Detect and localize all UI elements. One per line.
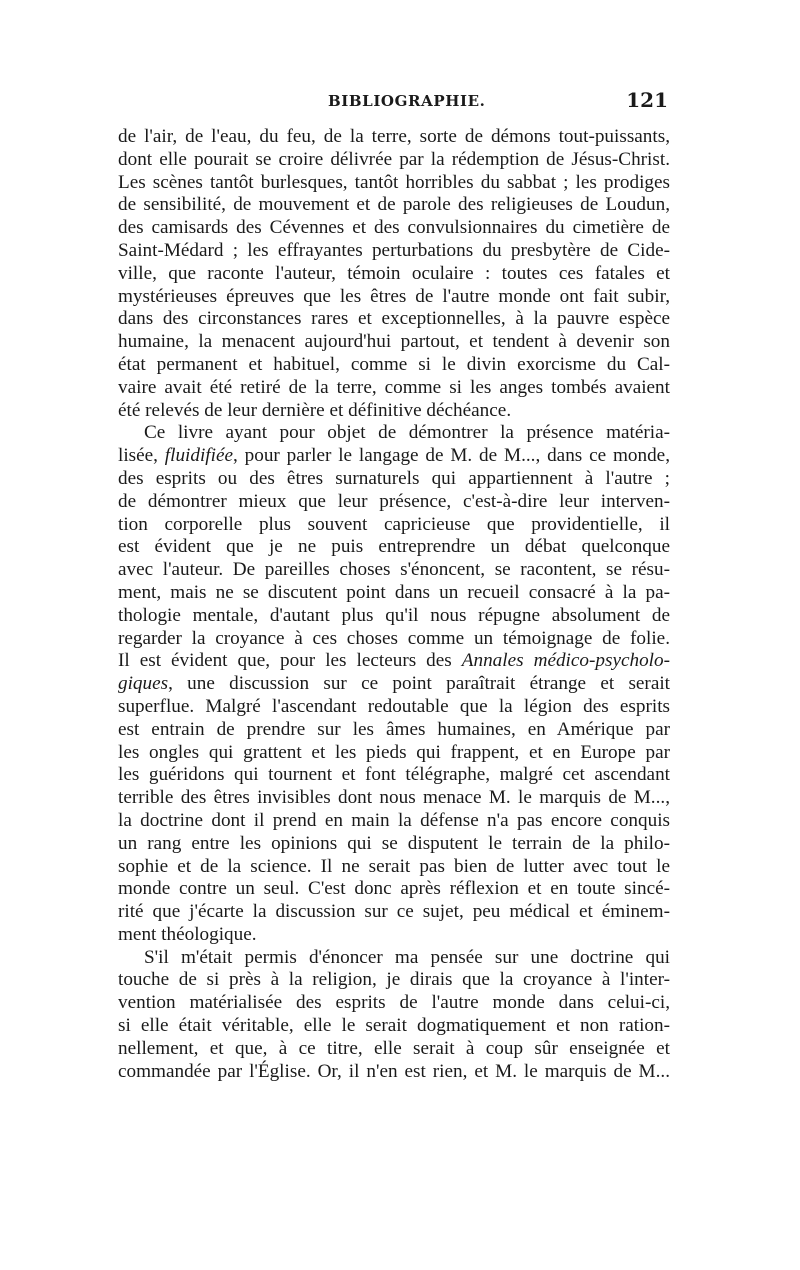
text-line: dans des circonstances rares et exceptionnelles, à la pauvre espèce	[118, 308, 670, 330]
italic-text: fluidifiée	[164, 445, 234, 467]
text-line: thologie mentale, d'autant plus qu'il nous répugne absolument de	[118, 604, 670, 626]
text-line: superflue. Malgré l'ascendant redoutable que la légion des esprits	[118, 695, 670, 717]
text-line: les ongles qui grattent et les pieds qui frappent, et en Europe par	[118, 741, 670, 763]
page-header	[118, 90, 668, 116]
text-line: tion corporelle plus souvent capricieuse que providentielle, il	[118, 513, 670, 535]
text-line	[118, 445, 670, 468]
text-line: ment, mais ne se discutent point dans un recueil consacré à la pa-	[118, 581, 670, 603]
body-text	[118, 126, 670, 1083]
text-line: S'il m'était permis d'énoncer ma pensée sur une doctrine qui	[144, 946, 670, 968]
text-line: de sensibilité, de mouvement et de parole des religieuses de Loudun,	[118, 194, 670, 216]
text-line: un rang entre les opinions qui se disputent le terrain de la philo-	[118, 832, 670, 854]
text-line: touche de si près à la religion, je dirais que la croyance à l'inter-	[118, 969, 670, 991]
text-line: les guéridons qui tournent et font télégraphe, malgré cet ascendant	[118, 764, 670, 786]
text-line: nellement, et que, à ce titre, elle serait à coup sûr enseignée et	[118, 1037, 670, 1059]
text-segment: , une discussion sur ce point paraîtrait étrange et serait	[168, 673, 670, 695]
text-line: si elle était véritable, elle le serait dogmatiquement et non ration-	[118, 1015, 670, 1037]
text-line: des camisards des Cévennes et des convulsionnaires du cimetière de	[118, 217, 670, 239]
text-line: de démontrer mieux que leur présence, c'est-à-dire leur interven-	[118, 490, 670, 512]
text-line: commandée par l'Église. Or, il n'en est rien, et M. le marquis de M...	[118, 1060, 670, 1082]
running-title: BIBLIOGRAPHIE.	[328, 92, 486, 110]
text-line: ville, que raconte l'auteur, témoin oculaire : toutes ces fatales et	[118, 262, 670, 284]
text-line: avec l'auteur. De pareilles choses s'énoncent, se racontent, se résu-	[118, 559, 670, 581]
text-segment: Il est évident que, pour les lecteurs des	[118, 650, 462, 672]
text-line: vention matérialisée des esprits de l'autre monde dans celui-ci,	[118, 992, 670, 1014]
text-segment: , pour parler le langage de M. de M..., dans ce monde,	[233, 445, 670, 467]
text-line: été relevés de leur dernière et définitive déchéance.	[118, 399, 512, 421]
text-line: est entrain de prendre sur les âmes humaines, en Amérique par	[118, 718, 670, 740]
text-line: monde contre un seul. C'est donc après réflexion et en toute sincé-	[118, 878, 670, 900]
text-line: Saint-Médard ; les effrayantes perturbations du presbytère de Cide-	[118, 239, 670, 261]
text-line: dont elle pourait se croire délivrée par la rédemption de Jésus-Christ.	[118, 148, 670, 170]
text-line: vaire avait été retiré de la terre, comme si les anges tombés avaient	[118, 376, 670, 398]
text-line: des esprits ou des êtres surnaturels qui appartiennent à l'autre ;	[118, 467, 670, 489]
text-line: état permanent et habituel, comme si le divin exorcisme du Cal-	[118, 353, 670, 375]
text-line: de l'air, de l'eau, du feu, de la terre, sorte de démons tout-puissants,	[118, 126, 670, 147]
text-line: regarder la croyance à ces choses comme un témoignage de folie.	[118, 627, 670, 649]
text-segment: lisée,	[118, 445, 165, 467]
page-number: 121	[626, 88, 668, 112]
text-line: mystérieuses épreuves que les êtres de l'autre monde ont fait subir,	[118, 285, 670, 307]
text-line: sophie et de la science. Il ne serait pas bien de lutter avec tout le	[118, 855, 670, 877]
text-line: Ce livre ayant pour objet de démontrer la présence matéria-	[144, 422, 670, 444]
text-line: est évident que je ne puis entreprendre un débat quelconque	[118, 536, 670, 558]
text-line: terrible des êtres invisibles dont nous menace M. le marquis de M...,	[118, 787, 670, 809]
text-line	[118, 650, 670, 673]
italic-text: Annales médico-psycholo-	[461, 650, 670, 672]
text-line: la doctrine dont il prend en main la défense n'a pas encore conquis	[118, 809, 670, 831]
italic-text: giques	[118, 673, 169, 695]
text-line: rité que j'écarte la discussion sur ce sujet, peu médical et éminem-	[118, 901, 670, 923]
text-line: humaine, la menacent aujourd'hui partout, et tendent à devenir son	[118, 331, 670, 353]
text-line: ment théologique.	[118, 923, 257, 945]
text-line: Les scènes tantôt burlesques, tantôt horribles du sabbat ; les prodiges	[118, 171, 670, 193]
text-line	[118, 673, 670, 696]
